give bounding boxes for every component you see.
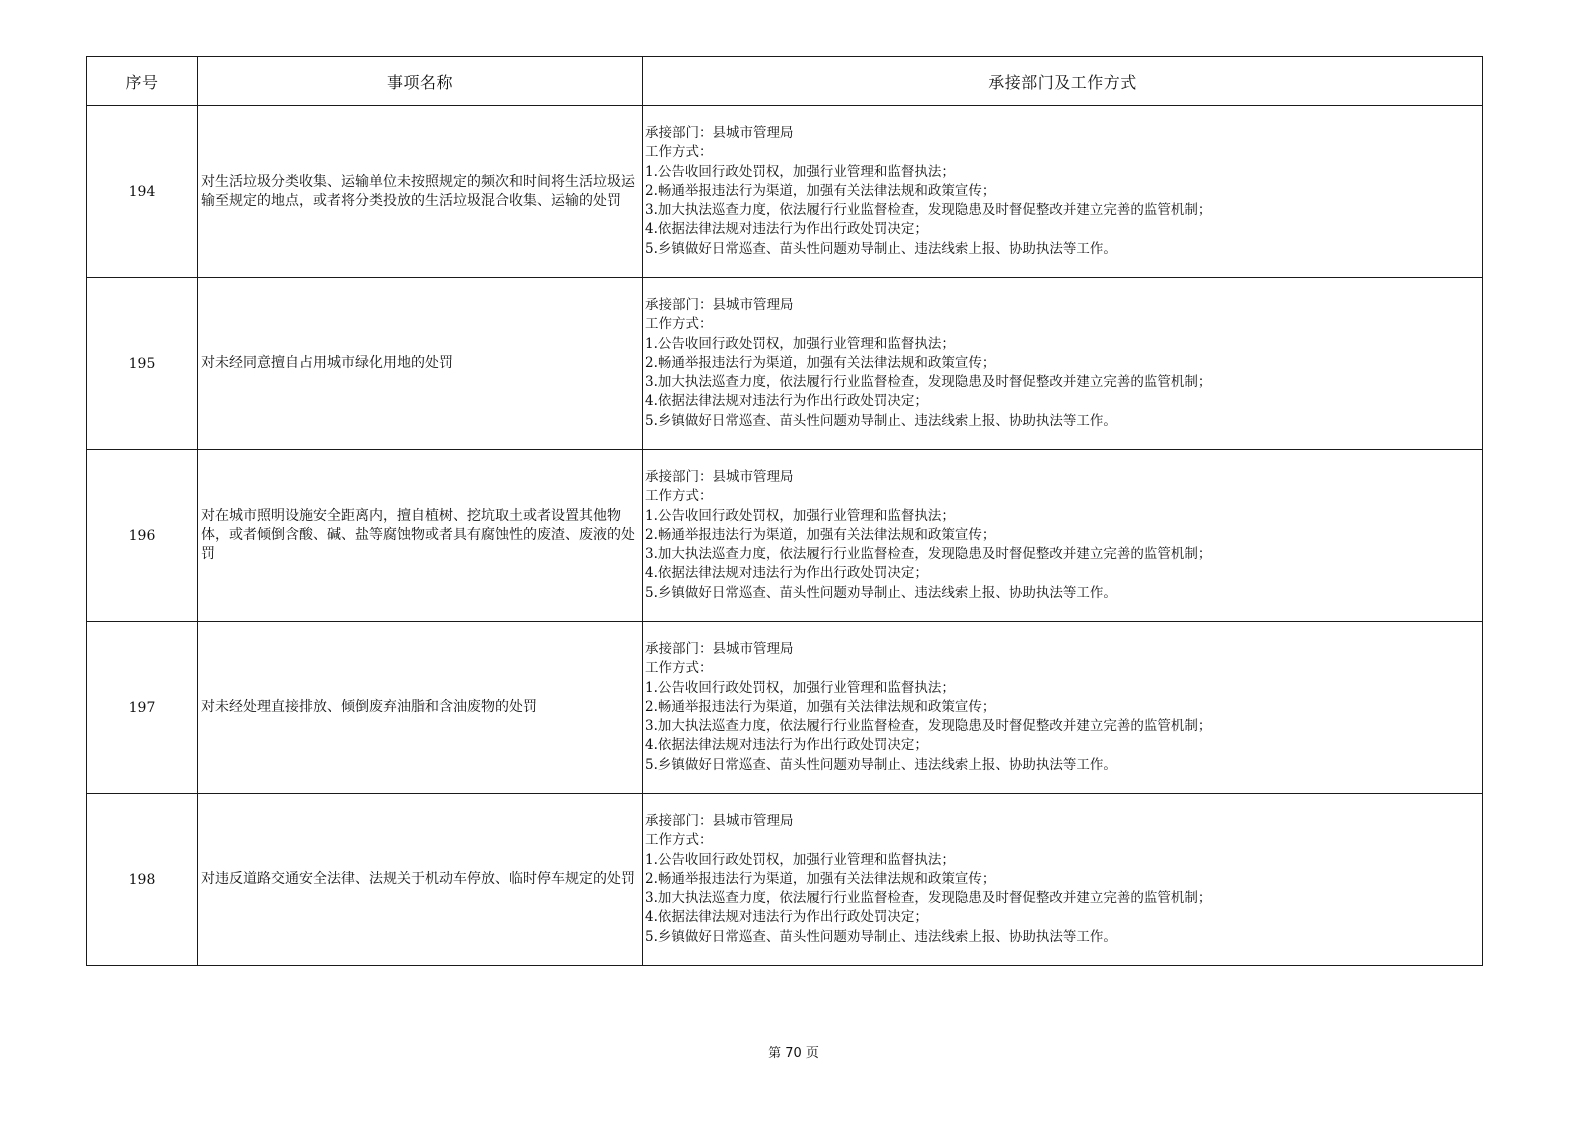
row-dept-method: [643, 622, 1483, 794]
table-row: [87, 794, 1483, 966]
row-item-name: 对未经处理直接排放、倾倒废弃油脂和含油废物的处罚: [198, 622, 643, 794]
method-item: 1.公告收回行政处罚权，加强行业管理和监督执法；: [645, 163, 955, 180]
method-title: 工作方式：: [645, 832, 713, 849]
method-title: 工作方式：: [645, 144, 713, 161]
table-header-row: [87, 57, 1483, 106]
method-item: 1.公告收回行政处罚权，加强行业管理和监督执法；: [645, 851, 955, 868]
table-row: [87, 106, 1483, 278]
method-item: 2.畅通举报违法行为渠道，加强有关法律法规和政策宣传；: [645, 354, 996, 371]
row-item-name: 对未经同意擅自占用城市绿化用地的处罚: [198, 278, 643, 450]
method-item: 4.依据法律法规对违法行为作出行政处罚决定；: [645, 221, 928, 238]
method-title: 工作方式：: [645, 488, 713, 505]
method-item: 1.公告收回行政处罚权，加强行业管理和监督执法；: [645, 335, 955, 352]
row-dept-method: [643, 278, 1483, 450]
method-item: 5.乡镇做好日常巡查、苗头性问题劝导制止、违法线索上报、协助执法等工作。: [645, 584, 1117, 601]
dept-line: 承接部门：县城市管理局: [645, 125, 794, 142]
table-row: [87, 622, 1483, 794]
row-index: 198: [87, 794, 198, 966]
method-item: 5.乡镇做好日常巡查、苗头性问题劝导制止、违法线索上报、协助执法等工作。: [645, 928, 1117, 945]
method-item: 2.畅通举报违法行为渠道，加强有关法律法规和政策宣传；: [645, 526, 996, 543]
table-row: [87, 278, 1483, 450]
row-dept-method: [643, 794, 1483, 966]
method-item: 4.依据法律法规对违法行为作出行政处罚决定；: [645, 565, 928, 582]
dept-line: 承接部门：县城市管理局: [645, 813, 794, 830]
row-index: 194: [87, 106, 198, 278]
page-number: 第 70 页: [768, 1046, 819, 1061]
row-index: 196: [87, 450, 198, 622]
method-item: 1.公告收回行政处罚权，加强行业管理和监督执法；: [645, 679, 955, 696]
dept-line: 承接部门：县城市管理局: [645, 641, 794, 658]
method-item: 3.加大执法巡查力度，依法履行行业监督检查，发现隐患及时督促整改并建立完善的监管机制；: [645, 202, 1212, 219]
row-index: 195: [87, 278, 198, 450]
method-item: 3.加大执法巡查力度，依法履行行业监督检查，发现隐患及时督促整改并建立完善的监管机制；: [645, 890, 1212, 907]
row-dept-method: [643, 450, 1483, 622]
dept-line: 承接部门：县城市管理局: [645, 297, 794, 314]
method-item: 2.畅通举报违法行为渠道，加强有关法律法规和政策宣传；: [645, 182, 996, 199]
method-title: 工作方式：: [645, 316, 713, 333]
row-dept-method: [643, 106, 1483, 278]
method-item: 1.公告收回行政处罚权，加强行业管理和监督执法；: [645, 507, 955, 524]
header-dept-method: 承接部门及工作方式: [643, 57, 1483, 106]
header-item-name: 事项名称: [198, 57, 643, 106]
method-item: 5.乡镇做好日常巡查、苗头性问题劝导制止、违法线索上报、协助执法等工作。: [645, 412, 1117, 429]
method-item: 5.乡镇做好日常巡查、苗头性问题劝导制止、违法线索上报、协助执法等工作。: [645, 756, 1117, 773]
method-item: 4.依据法律法规对违法行为作出行政处罚决定；: [645, 737, 928, 754]
table-row: [87, 450, 1483, 622]
method-item: 2.畅通举报违法行为渠道，加强有关法律法规和政策宣传；: [645, 698, 996, 715]
header-index: 序号: [87, 57, 198, 106]
method-item: 4.依据法律法规对违法行为作出行政处罚决定；: [645, 393, 928, 410]
method-item: 2.畅通举报违法行为渠道，加强有关法律法规和政策宣传；: [645, 870, 996, 887]
method-title: 工作方式：: [645, 660, 713, 677]
method-item: 4.依据法律法规对违法行为作出行政处罚决定；: [645, 909, 928, 926]
row-item-name: 对在城市照明设施安全距离内，擅自植树、挖坑取土或者设置其他物体，或者倾倒含酸、碱、盐等腐蚀物或者具有腐蚀性的废渣、废液的处罚: [198, 450, 643, 622]
method-item: 3.加大执法巡查力度，依法履行行业监督检查，发现隐患及时督促整改并建立完善的监管机制；: [645, 718, 1212, 735]
matters-table: [86, 56, 1483, 966]
row-index: 197: [87, 622, 198, 794]
method-item: 3.加大执法巡查力度，依法履行行业监督检查，发现隐患及时督促整改并建立完善的监管机制；: [645, 374, 1212, 391]
dept-line: 承接部门：县城市管理局: [645, 469, 794, 486]
row-item-name: 对违反道路交通安全法律、法规关于机动车停放、临时停车规定的处罚: [198, 794, 643, 966]
row-item-name: 对生活垃圾分类收集、运输单位未按照规定的频次和时间将生活垃圾运输至规定的地点，或者将分类投放的生活垃圾混合收集、运输的处罚: [198, 106, 643, 278]
method-item: 5.乡镇做好日常巡查、苗头性问题劝导制止、违法线索上报、协助执法等工作。: [645, 240, 1117, 257]
method-item: 3.加大执法巡查力度，依法履行行业监督检查，发现隐患及时督促整改并建立完善的监管机制；: [645, 546, 1212, 563]
